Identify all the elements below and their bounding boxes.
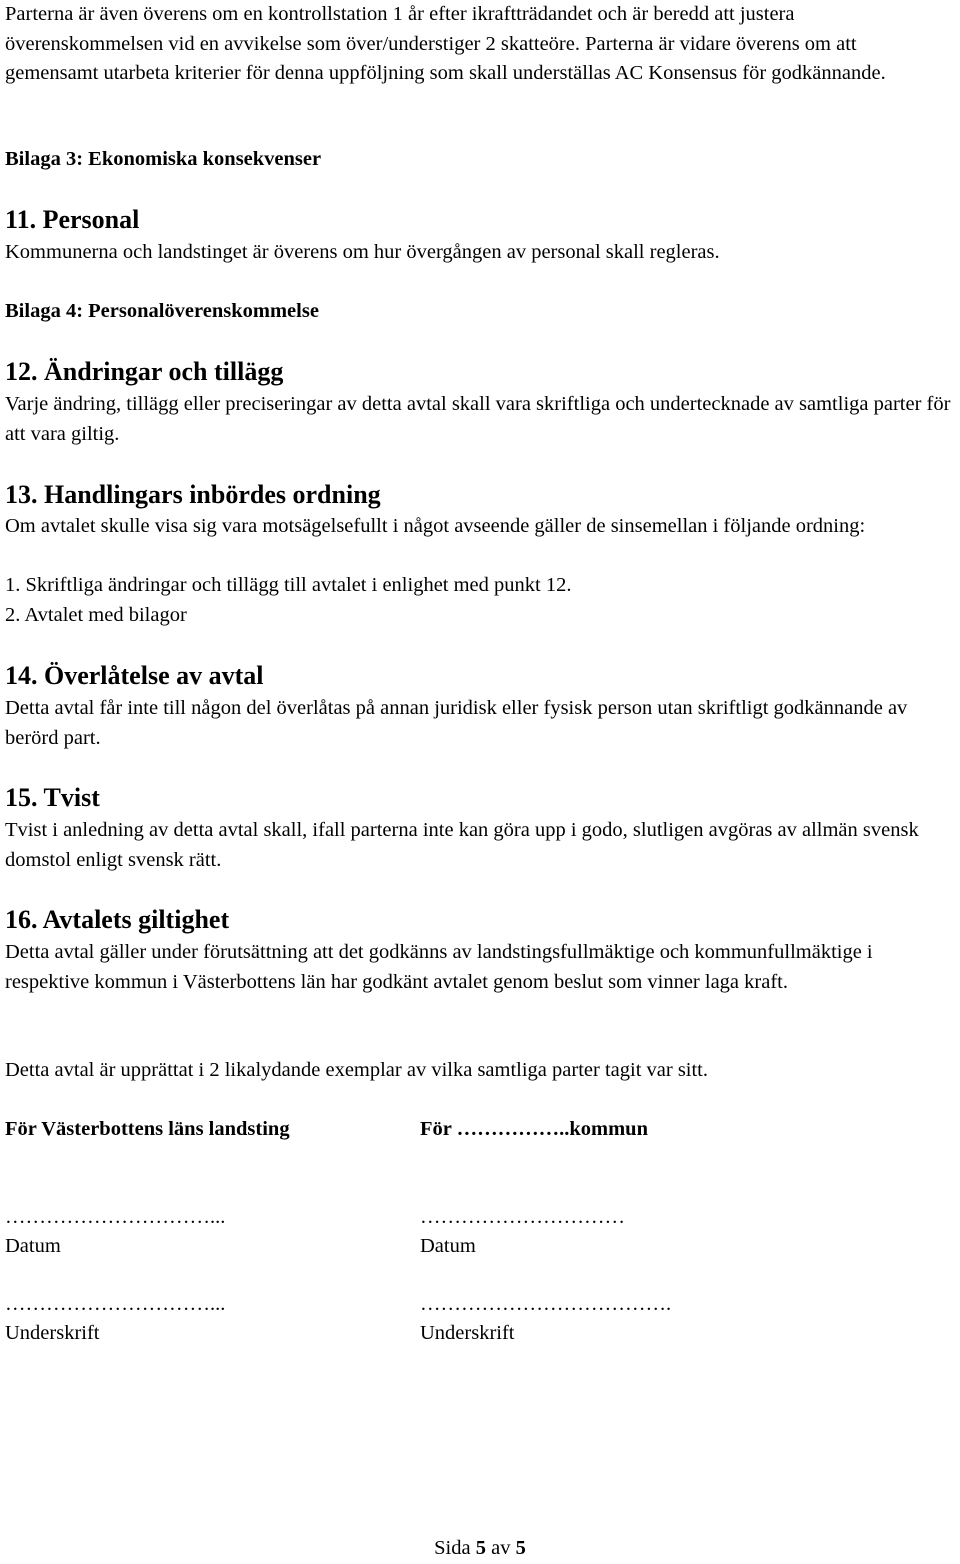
- footer-prefix: Sida: [434, 1537, 476, 1559]
- date-label: Datum: [420, 1235, 476, 1257]
- footer-page-number: 5: [475, 1537, 486, 1559]
- page-footer: [0, 1534, 960, 1564]
- section-14-text: Detta avtal får inte till någon del överlåtas på annan juridisk eller fysisk person utan skriftligt godkännande av berörd part.: [5, 697, 908, 749]
- date-label: Datum: [5, 1235, 61, 1257]
- section-13-heading: 13. Handlingars inbördes ordning: [5, 480, 381, 509]
- section-11-heading: 11. Personal: [5, 205, 140, 234]
- exemplar-statement: Detta avtal är upprättat i 2 likalydande exemplar av vilka samtliga parter tagit var sitt.: [5, 1059, 709, 1081]
- footer-page-total: 5: [515, 1537, 526, 1559]
- signature-line: ……………………………….: [420, 1293, 672, 1315]
- section-13-list-item: 1. Skriftliga ändringar och tillägg till avtalet i enlighet med punkt 12.: [5, 574, 572, 596]
- section-13-text: Om avtalet skulle visa sig vara motsägelsefullt i något avseende gäller de sinsemellan i följande ordning:: [5, 515, 866, 537]
- date-line: …………………………: [420, 1206, 625, 1228]
- signature-line: …………………………...: [5, 1293, 226, 1315]
- intro-paragraph: Parterna är även överens om en kontrollstation 1 år efter ikraftträdandet och är beredd att justera överenskommelsen vid en avvikelse som över/understiger 2 skatteöre. Parterna är vidare överens om att gemensamt utarbeta kriterier för denna uppföljning som skall underställas AC Konsensus för godkännande.: [5, 3, 886, 84]
- bilaga-3-reference: Bilaga 3: Ekonomiska konsekvenser: [5, 148, 322, 170]
- signature-party-title: För Västerbottens läns landsting: [5, 1118, 290, 1140]
- section-12-heading: 12. Ändringar och tillägg: [5, 357, 284, 386]
- date-line: …………………………...: [5, 1206, 226, 1228]
- section-13-list-item: 2. Avtalet med bilagor: [5, 604, 187, 626]
- section-15-heading: 15. Tvist: [5, 783, 100, 812]
- signature-label: Underskrift: [420, 1322, 515, 1344]
- section-11-text: Kommunerna och landstinget är överens om hur övergången av personal skall regleras.: [5, 241, 720, 263]
- section-15-text: Tvist i anledning av detta avtal skall, ifall parterna inte kan göra upp i godo, slutligen avgöras av allmän svensk domstol enligt svensk rätt.: [5, 819, 919, 871]
- section-12-text: Varje ändring, tillägg eller preciseringar av detta avtal skall vara skriftliga och undertecknade av samtliga parter för att vara giltig.: [5, 393, 951, 445]
- section-16-heading: 16. Avtalets giltighet: [5, 905, 230, 934]
- footer-middle: av: [485, 1537, 516, 1559]
- signature-label: Underskrift: [5, 1322, 100, 1344]
- bilaga-4-reference: Bilaga 4: Personalöverenskommelse: [5, 300, 319, 322]
- signature-party-title: För ……………..kommun: [420, 1118, 648, 1140]
- section-16-text: Detta avtal gäller under förutsättning att det godkänns av landstingsfullmäktige och kommunfullmäktige i respektive kommun i Västerbottens län har godkänt avtalet genom beslut som vinner laga kraft.: [5, 941, 873, 993]
- section-14-heading: 14. Överlåtelse av avtal: [5, 661, 264, 690]
